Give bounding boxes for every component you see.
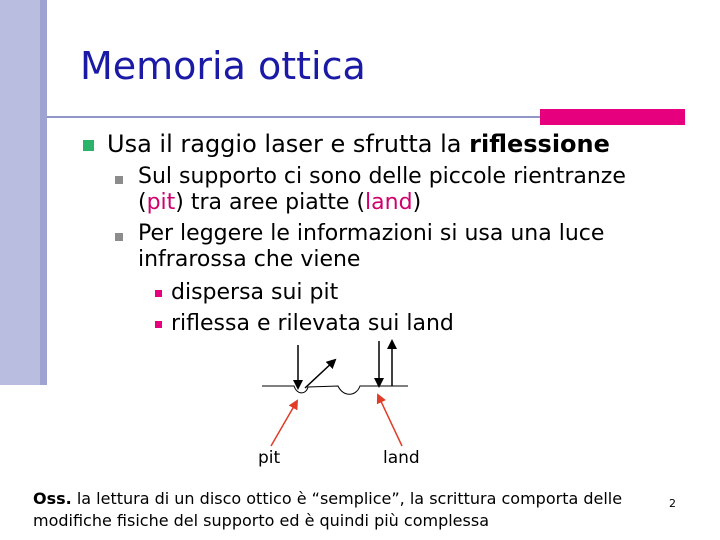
pointer-arrows <box>271 395 402 446</box>
laser-beams <box>298 341 392 388</box>
sub-sub-bullet-1: dispersa sui pit <box>171 280 339 305</box>
bullet-main-bold: riflessione <box>469 130 610 158</box>
observation-note <box>33 488 663 532</box>
page-number: 2 <box>669 497 676 510</box>
paren-close: ) <box>412 190 422 215</box>
bullet-main-text: Usa il raggio laser e sfrutta la <box>107 130 470 158</box>
note-label: Oss. <box>33 489 72 508</box>
sub-bullet-2-line-1: Per leggere le informazioni si usa una luce <box>138 221 605 246</box>
diagram-label-land: land <box>383 448 420 468</box>
sub-bullet-1-mid: ) tra aree piatte ( <box>175 190 366 215</box>
disc-surface-line <box>262 386 408 394</box>
diagram-label-pit: pit <box>258 448 281 468</box>
sub-bullet-1-line-1: Sul supporto ci sono delle piccole rientranze <box>138 164 626 189</box>
slide-title: Memoria ottica <box>80 44 366 88</box>
sub-sub-bullet-2: riflessa e rilevata sui land <box>171 311 454 336</box>
paren-open: ( <box>138 190 147 215</box>
scattered-beam-pit <box>305 360 335 388</box>
land-pointer-arrow <box>378 395 402 446</box>
note-text: la lettura di un disco ottico è “semplice”, la scrittura comporta delle modifiche fisiche del supporto ed è quindi più complessa <box>33 489 623 530</box>
sub-bullet-2-line-2: infrarossa che viene <box>138 247 361 272</box>
pit-pointer-arrow <box>271 401 297 446</box>
term-land: land <box>365 190 413 215</box>
term-pit: pit <box>146 190 176 215</box>
